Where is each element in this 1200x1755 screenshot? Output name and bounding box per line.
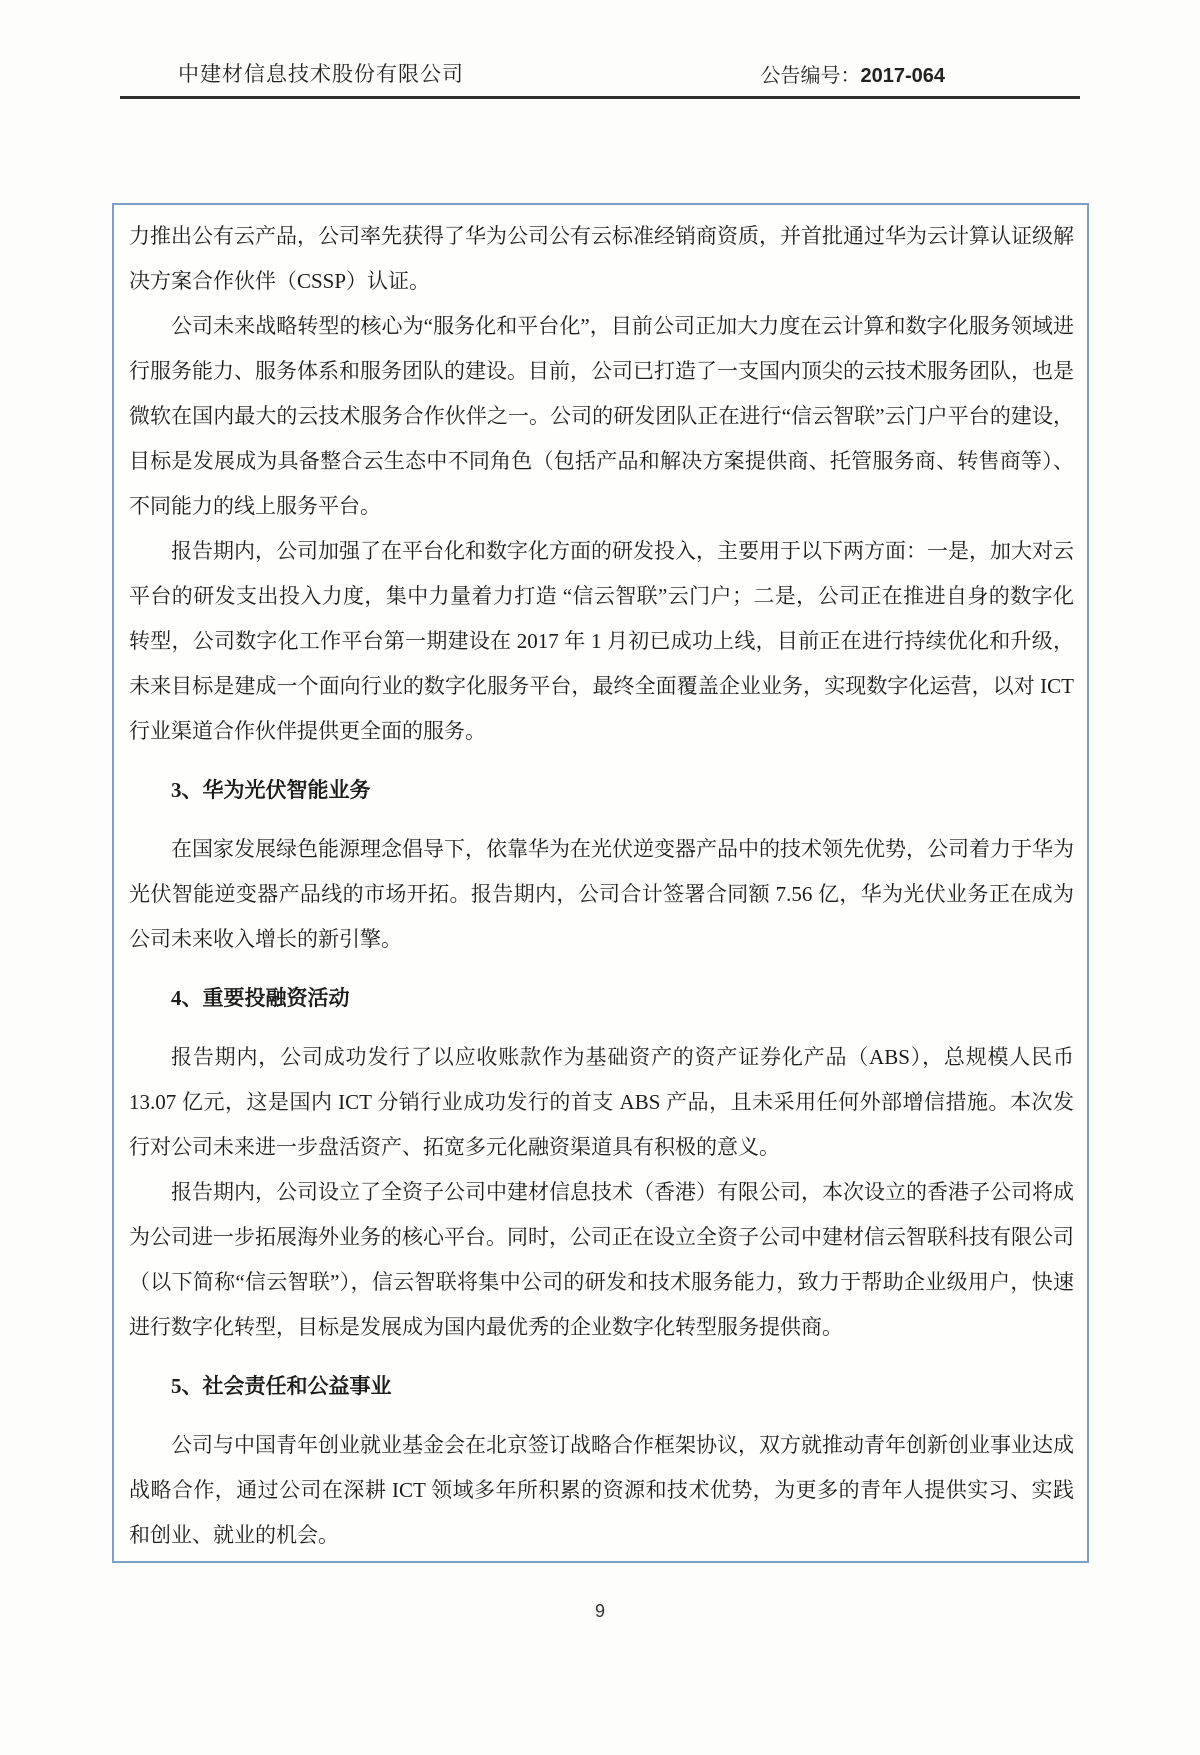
company-name: 中建材信息技术股份有限公司 [178,62,464,86]
paragraph: 公司未来战略转型的核心为“服务化和平台化”，目前公司正加大力度在云计算和数字化服务领域进行服务能力、服务体系和服务团队的建设。目前，公司已打造了一支国内顶尖的云技术服务团队，也是微软在国内最大的云技术服务合作伙伴之一。公司的研发团队正在进行“信云智联”云门户平台的建设，目标是发展成为具备整合云生态中不同角色（包括产品和解决方案提供商、托管服务商、转售商等）、不同能力的线上服务平台。 [129,314,1074,518]
announcement-number-label: 公告编号： [760,65,861,87]
page-footer [0,1601,1200,1622]
page-number: 9 [594,1601,605,1621]
section-heading: 3、华为光伏智能业务 [171,778,371,802]
paragraph: 报告期内，公司设立了全资子公司中建材信息技术（香港）有限公司，本次设立的香港子公司将成为公司进一步拓展海外业务的核心平台。同时，公司正在设立全资子公司中建材信云智联科技有限公司（以下简称“信云智联”），信云智联将集中公司的研发和技术服务能力，致力于帮助企业级用户，快速进行数字化转型，目标是发展成为国内最优秀的企业数字化转型服务提供商。 [129,1180,1074,1339]
announcement-number [760,59,1080,88]
paragraph: 报告期内，公司成功发行了以应收账款作为基础资产的资产证券化产品（ABS），总规模人民币 13.07 亿元，这是国内 ICT 分销行业成功发行的首支 ABS 产品，且未采用任何外部增信措施。本次发行对公司未来进一步盘活资产、拓宽多元化融资渠道具有积极的意义。 [129,1045,1074,1159]
section-heading: 4、重要投融资活动 [171,986,350,1010]
announcement-number-value: 2017-064 [860,65,945,87]
paragraph: 在国家发展绿色能源理念倡导下，依靠华为在光伏逆变器产品中的技术领先优势，公司着力于华为光伏智能逆变器产品线的市场开拓。报告期内，公司合计签署合同额 7.56 亿，华为光伏业务正在成为公司未来收入增长的新引擎。 [129,837,1074,951]
document-body-frame [112,203,1089,1563]
paragraph: 公司与中国青年创业就业基金会在北京签订战略合作框架协议，双方就推动青年创新创业事业达成战略合作，通过公司在深耕 ICT 领域多年所积累的资源和技术优势，为更多的青年人提供实习、实践和创业、就业的机会。 [129,1433,1074,1547]
paragraph: 力推出公有云产品，公司率先获得了华为公司公有云标准经销商资质，并首批通过华为云计算认证级解决方案合作伙伴（CSSP）认证。 [129,224,1074,293]
section-heading: 5、社会责任和公益事业 [171,1374,392,1398]
page-header [120,58,1080,99]
paragraph: 报告期内，公司加强了在平台化和数字化方面的研发投入，主要用于以下两方面：一是，加大对云平台的研发支出投入力度，集中力量着力打造 “信云智联”云门户；二是，公司正在推进自身的数字化转型，公司数字化工作平台第一期建设在 2017 年 1 月初已成功上线，目前正在进行持续优化和升级，未来目标是建成一个面向行业的数字化服务平台，最终全面覆盖企业业务，实现数字化运营，以对 ICT 行业渠道合作伙伴提供更全面的服务。 [129,539,1074,743]
